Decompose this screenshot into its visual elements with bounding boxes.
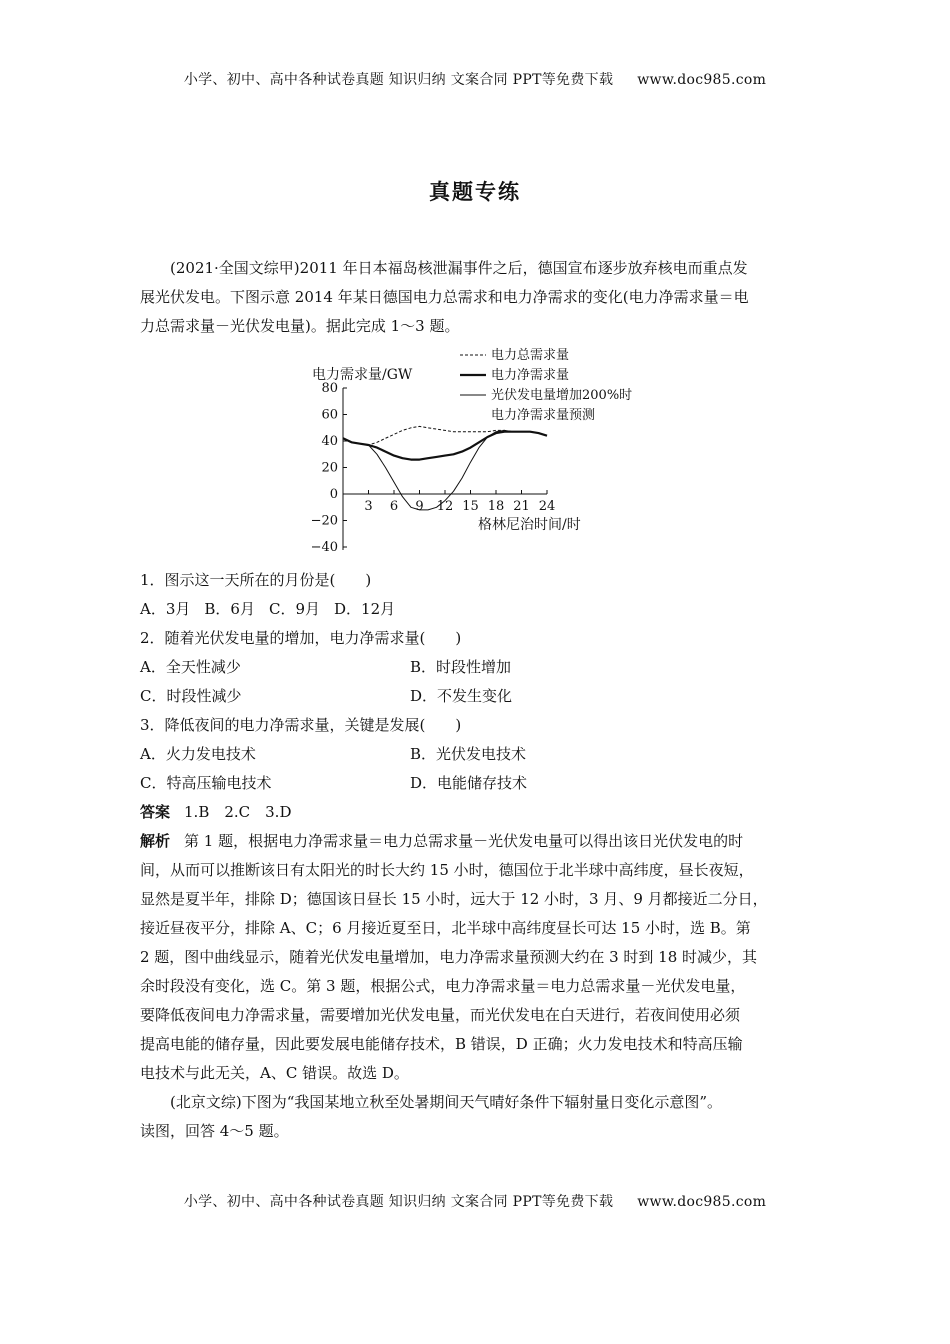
q3-options-cd — [140, 769, 815, 798]
q1-stem: 1．图示这一天所在的月份是( ) — [140, 571, 372, 589]
q1-options — [140, 595, 815, 624]
next-intro-line: 读图，回答 4～5 题。 — [140, 1122, 289, 1140]
q1-option-b: B．6月 — [204, 600, 255, 618]
electricity-demand-chart — [300, 343, 660, 558]
analysis-line — [140, 827, 815, 856]
y-tick-label: −20 — [310, 513, 338, 529]
y-tick-label: 60 — [321, 407, 338, 423]
q3-option-c: C．特高压输电技术 — [140, 774, 272, 792]
x-tick-label: 21 — [513, 499, 530, 514]
q1-option-d: D．12月 — [334, 600, 396, 618]
intro-line: 展光伏发电。下图示意 2014 年某日德国电力总需求和电力净需求的变化(电力净需求量＝电 — [140, 288, 749, 306]
q2-stem: 2．随着光伏发电量的增加，电力净需求量( ) — [140, 629, 462, 647]
x-tick-label: 24 — [538, 499, 556, 514]
q3-option-b: B．光伏发电技术 — [410, 745, 527, 763]
legend-forecast-line1: 光伏发电量增加200%时 — [491, 388, 633, 403]
analysis-line: 电技术与此无关，A、C 错误。故选 D。 — [140, 1064, 409, 1082]
series-total-demand — [343, 426, 547, 445]
q3-stem: 3．降低夜间的电力净需求量，关键是发展( ) — [140, 716, 462, 734]
q2-option-a: A．全天性减少 — [140, 658, 241, 676]
footer-site: www.doc985.com — [637, 1194, 767, 1210]
x-tick-label: 18 — [487, 499, 505, 514]
x-tick-label: 15 — [462, 499, 479, 514]
y-tick-label: 80 — [321, 381, 338, 396]
analysis-line: 提高电能的储存量，因此要发展电能储存技术，B 错误，D 正确；火力发电技术和特高压输 — [140, 1035, 743, 1053]
answer-text: 1.B 2.C 3.D — [184, 803, 292, 821]
y-tick-label: 40 — [321, 434, 338, 449]
legend-forecast-line2: 电力净需求量预测 — [491, 408, 596, 423]
page-header — [0, 69, 950, 89]
y-tick-label: 0 — [329, 487, 338, 502]
intro-paragraph — [140, 254, 815, 341]
series-net-demand — [343, 432, 547, 460]
analysis-text: 第 1 题，根据电力净需求量＝电力总需求量－光伏发电量可以得出该日光伏发电的时 — [184, 832, 744, 850]
q3-option-d: D．电能储存技术 — [410, 774, 528, 792]
analysis-line: 显然是夏半年，排除 D；德国该日昼长 15 小时，远大于 12 小时，3 月、9 月都接近二分日， — [140, 890, 768, 908]
q3-option-a: A．火力发电技术 — [140, 745, 256, 763]
answer-line — [140, 798, 815, 827]
analysis-line: 间，从而可以推断该日有太阳光的时长大约 15 小时，德国位于北半球中高纬度，昼长夜短， — [140, 861, 754, 879]
intro-line: (2021·全国文综甲)2011 年日本福岛核泄漏事件之后，德国宣布逐步放弃核电而重点发 — [170, 259, 748, 277]
analysis-label: 解析 — [140, 832, 171, 850]
next-intro-line: (北京文综)下图为“我国某地立秋至处暑期间天气晴好条件下辐射量日变化示意图”。 — [170, 1093, 723, 1111]
analysis-line: 余时段没有变化，选 C。第 3 题，根据公式，电力净需求量＝电力总需求量－光伏发电量， — [140, 977, 746, 995]
legend-total: 电力总需求量 — [491, 348, 570, 363]
analysis-line: 接近昼夜平分，排除 A、C；6 月接近夏至日，北半球中高纬度昼长可达 15 小时，选 B。第 — [140, 919, 751, 937]
q2-options-ab — [140, 653, 815, 682]
q2-option-c: C．时段性减少 — [140, 687, 242, 705]
legend-net: 电力净需求量 — [491, 368, 570, 383]
page-title: 真题专练 — [429, 179, 521, 204]
header-site: www.doc985.com — [637, 72, 767, 88]
q1-option-a: A．3月 — [140, 600, 191, 618]
y-tick-label: 20 — [321, 460, 338, 476]
x-axis-label: 格林尼治时间/时 — [478, 517, 581, 533]
answer-label: 答案 — [140, 803, 171, 821]
y-tick-label: −40 — [310, 540, 338, 555]
q2-option-d: D．不发生变化 — [410, 687, 513, 705]
q3-options-ab — [140, 740, 815, 769]
x-tick-label: 6 — [389, 499, 399, 514]
q2-option-b: B．时段性增加 — [410, 658, 512, 676]
y-axis-label: 电力需求量/GW — [312, 367, 413, 383]
footer-text: 小学、初中、高中各种试卷真题 知识归纳 文案合同 PPT等免费下载 — [183, 1194, 614, 1210]
questions — [140, 566, 815, 1146]
analysis-line: 2 题，图中曲线显示，随着光伏发电量增加，电力净需求量预测大约在 3 时到 18 时减少，其 — [140, 948, 758, 966]
page-footer — [0, 1191, 950, 1211]
x-tick-label: 9 — [415, 499, 424, 514]
q1-option-c: C．9月 — [268, 600, 320, 618]
series-forecast-net-demand — [343, 430, 547, 510]
analysis-line: 要降低夜间电力净需求量，需要增加光伏发电量，而光伏发电在白天进行，若夜间使用必须 — [140, 1006, 741, 1024]
x-tick-label: 3 — [364, 499, 373, 514]
intro-line: 力总需求量－光伏发电量)。据此完成 1～3 题。 — [140, 317, 460, 335]
header-text: 小学、初中、高中各种试卷真题 知识归纳 文案合同 PPT等免费下载 — [183, 72, 614, 88]
x-tick-label: 12 — [436, 499, 454, 514]
q2-options-cd — [140, 682, 815, 711]
